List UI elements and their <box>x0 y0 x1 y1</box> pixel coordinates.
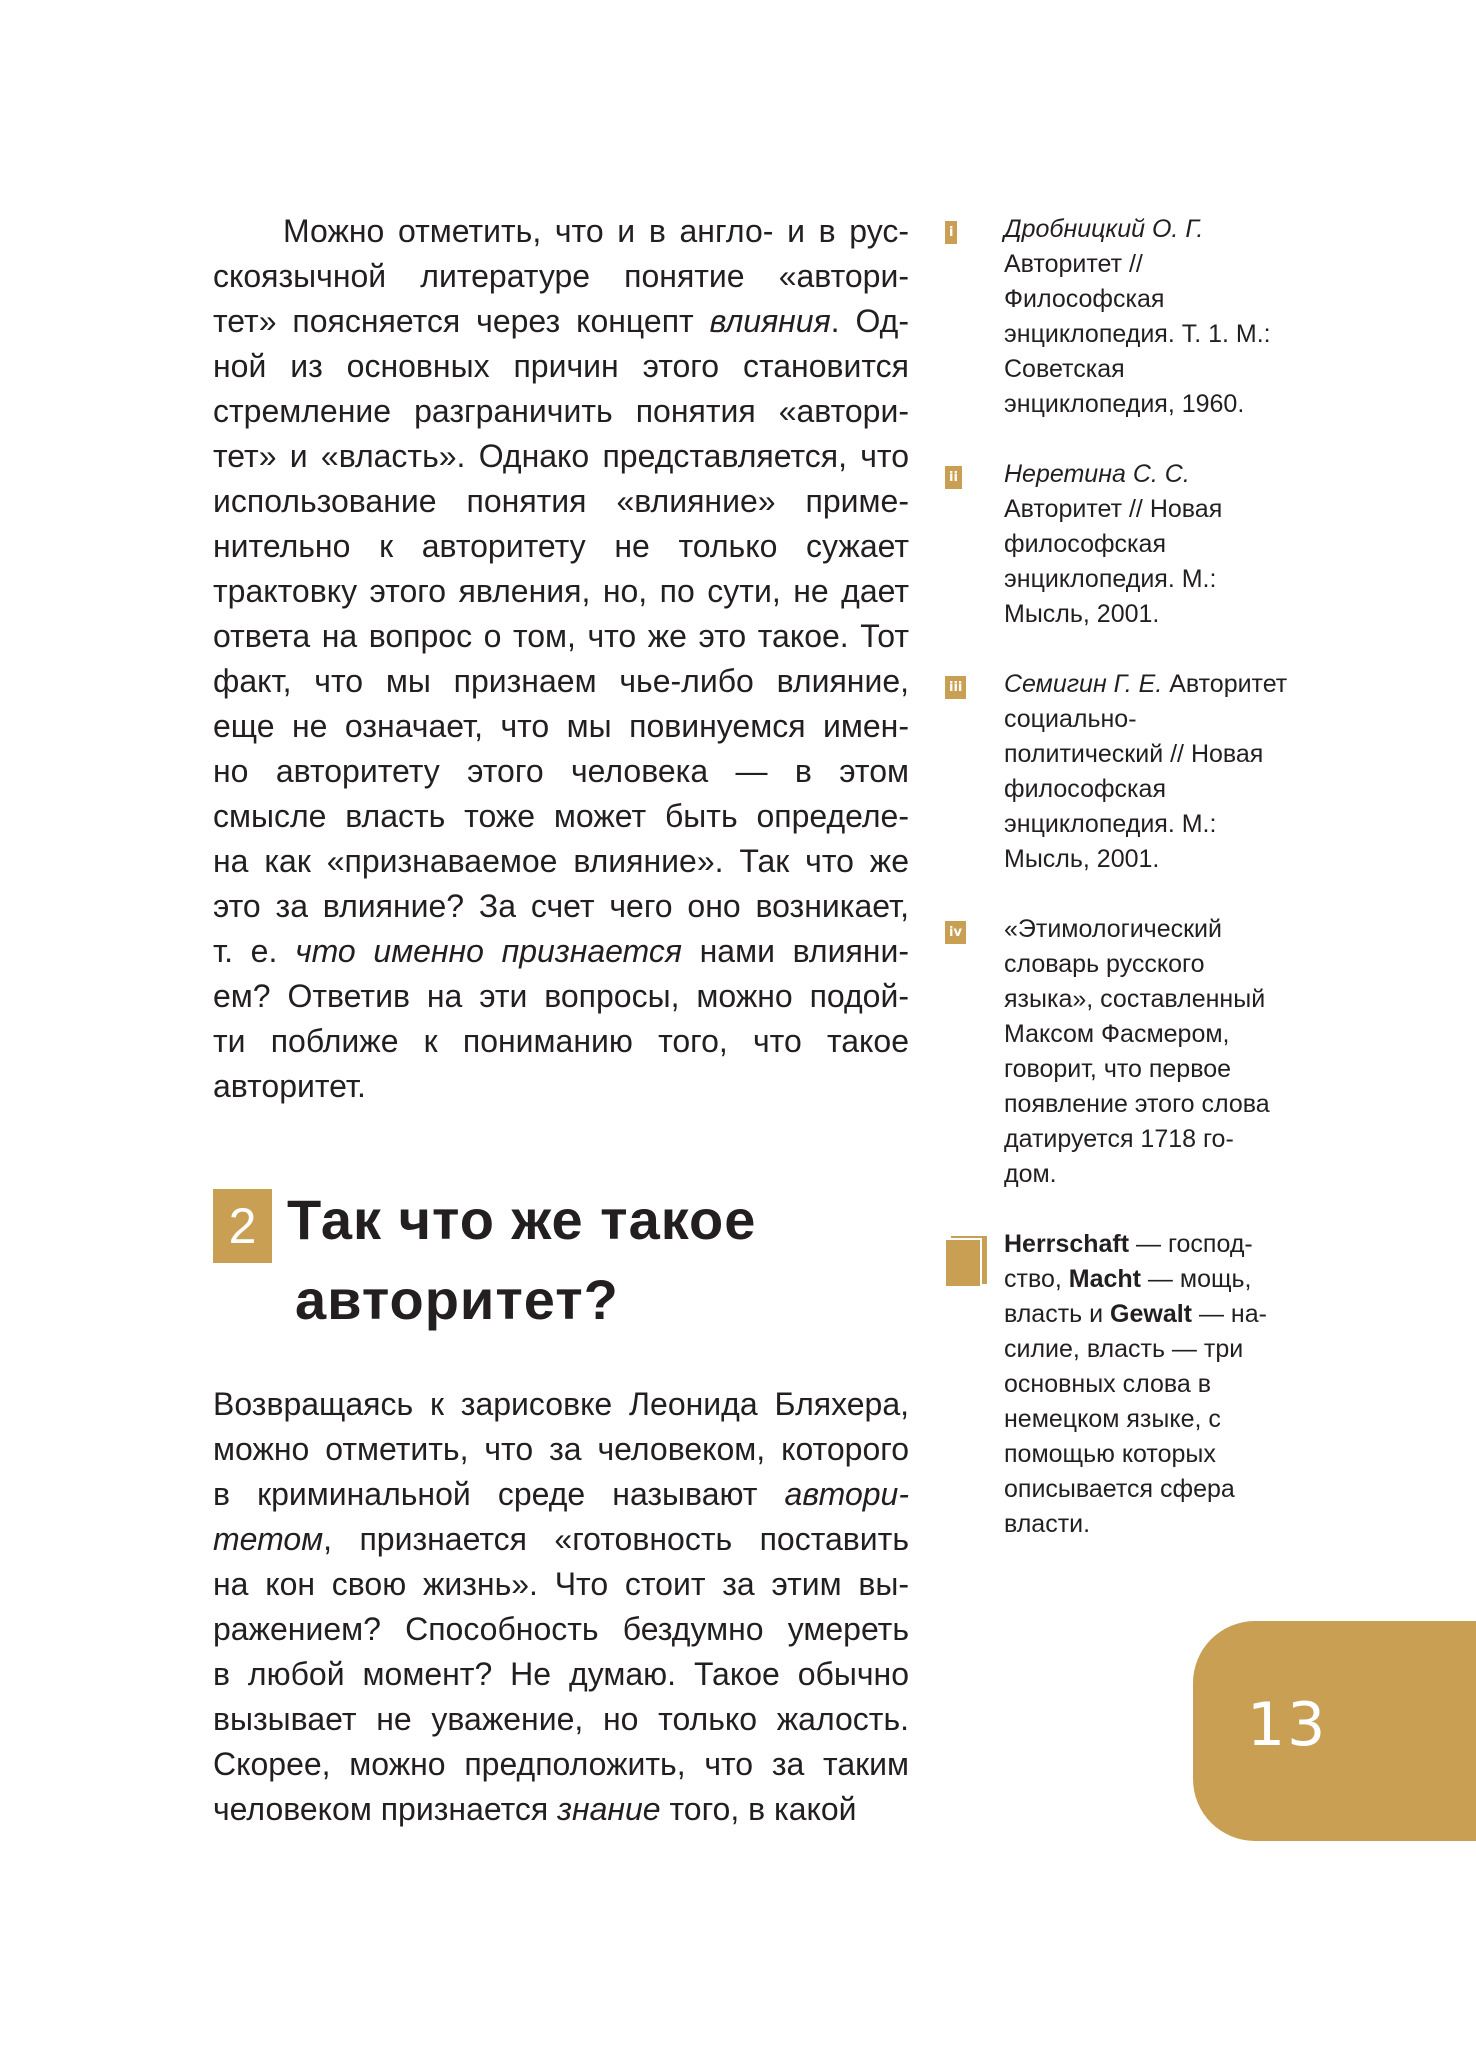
text-line <box>1004 1262 1325 1297</box>
text-line <box>1004 1227 1325 1262</box>
text-segment: появление этого слова <box>1004 1090 1270 1118</box>
footnote-marker: iii <box>945 676 966 699</box>
text-line <box>1004 1157 1325 1192</box>
text-line <box>1004 702 1325 737</box>
text-line <box>1004 527 1325 562</box>
text-segment: описывается сфера <box>1004 1475 1235 1503</box>
text-line <box>1004 597 1325 632</box>
text-line <box>213 704 909 749</box>
text-line <box>1004 737 1325 772</box>
text-segment: — господ- <box>1129 1230 1253 1258</box>
italic-text: Дробницкий О. Г. <box>1004 215 1204 243</box>
text-line <box>213 344 909 389</box>
text-line <box>213 884 909 929</box>
sidenote <box>1004 667 1325 877</box>
bold-term: Macht <box>1068 1265 1141 1293</box>
text-line <box>1004 317 1325 352</box>
text-segment: основных слова в <box>1004 1370 1212 1398</box>
text-segment: вызывает не уважение, но только жалость. <box>213 1701 909 1737</box>
text-line <box>213 659 909 704</box>
italic-text: влияния <box>709 303 831 339</box>
text-segment: в любой момент? Не думаю. Такое обычно <box>213 1656 909 1692</box>
text-line <box>213 1787 909 1832</box>
text-segment: силие, власть — три <box>1004 1335 1244 1363</box>
text-line <box>213 389 909 434</box>
text-line <box>1004 1087 1325 1122</box>
text-segment: смысле власть тоже может быть определе- <box>213 798 909 834</box>
text-segment: на как «признаваемое влияние». Так что же <box>213 843 909 879</box>
section-heading-line-1: Так что же такое <box>287 1188 757 1251</box>
text-segment: — мощь, <box>1140 1265 1252 1293</box>
text-segment: Мысль, 2001. <box>1004 600 1160 628</box>
text-segment: ство, <box>1004 1265 1069 1293</box>
text-line <box>1004 282 1325 317</box>
text-line <box>1004 982 1325 1017</box>
body-paragraph-1 <box>213 209 909 1109</box>
text-line <box>213 839 909 884</box>
text-line <box>213 1742 909 1787</box>
text-segment: философская <box>1004 775 1166 803</box>
text-segment: Авторитет // Новая <box>1004 495 1223 523</box>
italic-text: Неретина С. С. <box>1004 460 1190 488</box>
text-line <box>1004 1122 1325 1157</box>
footnote-marker: i <box>945 221 957 244</box>
text-segment: того, в какой <box>660 1791 857 1827</box>
body-paragraph-2 <box>213 1382 909 1832</box>
text-segment: на кон свою жизнь». Что стоит за этим вы- <box>213 1566 909 1602</box>
text-line <box>1004 842 1325 877</box>
page-number-tab <box>1193 1621 1476 1841</box>
text-line <box>213 1427 909 1472</box>
text-segment: ответа на вопрос о том, что же это такое. Тот <box>213 618 909 654</box>
text-segment: Мысль, 2001. <box>1004 845 1160 873</box>
text-line <box>1004 247 1325 282</box>
text-segment: использование понятия «влияние» приме- <box>213 483 909 519</box>
text-line <box>1004 947 1325 982</box>
text-segment: говорит, что первое <box>1004 1055 1232 1083</box>
text-segment: политический // Новая <box>1004 740 1264 768</box>
text-segment: . Од- <box>830 303 909 339</box>
text-line <box>213 1064 909 1109</box>
text-line <box>213 1517 909 1562</box>
text-segment: энциклопедия. М.: <box>1004 565 1217 593</box>
text-line <box>1004 1472 1325 1507</box>
text-segment: социально- <box>1004 705 1137 733</box>
text-line <box>213 929 909 974</box>
sidenote <box>1004 1227 1325 1542</box>
sidenote <box>1004 912 1325 1192</box>
text-line <box>1004 352 1325 387</box>
book-icon <box>945 1235 988 1288</box>
text-line <box>1004 1297 1325 1332</box>
text-segment: трактовку этого явления, но, по сути, не дает <box>213 573 909 609</box>
text-line <box>1004 457 1325 492</box>
text-segment: , признается «готовность поставить <box>323 1521 909 1557</box>
text-line <box>1004 212 1325 247</box>
text-line <box>213 1562 909 1607</box>
text-line <box>1004 1367 1325 1402</box>
sidenote-item <box>945 1227 1325 1542</box>
bold-term: Herrschaft <box>1004 1230 1130 1258</box>
text-segment: можно отметить, что за человеком, которого <box>213 1431 909 1467</box>
text-segment: Скорее, можно предположить, что за таким <box>213 1746 909 1782</box>
text-line <box>1004 562 1325 597</box>
text-segment: нительно к авторитету не только сужает <box>213 528 909 564</box>
text-line <box>213 1697 909 1742</box>
text-segment: Можно отметить, что и в англо- и в рус- <box>283 213 909 249</box>
text-segment: Максом Фасмером, <box>1004 1020 1230 1048</box>
sidenote <box>1004 457 1325 632</box>
italic-text: знание <box>557 1791 661 1827</box>
sidenote-item <box>945 667 1325 877</box>
text-segment: Возвращаясь к зарисовке Леонида Бляхера, <box>213 1386 909 1422</box>
text-segment: нами влияни- <box>681 933 910 969</box>
text-segment: власти. <box>1004 1510 1091 1538</box>
text-segment: ражением? Способность бездумно умереть <box>213 1611 909 1647</box>
text-segment: дом. <box>1004 1160 1057 1188</box>
text-line <box>1004 1332 1325 1367</box>
text-segment: «Этимологический <box>1004 915 1222 943</box>
text-line <box>213 299 909 344</box>
footnote-marker: iv <box>945 921 966 944</box>
text-segment: факт, что мы признаем чье-либо влияние, <box>213 663 909 699</box>
text-line <box>213 614 909 659</box>
text-segment: это за влияние? За счет чего оно возникает, <box>213 888 909 924</box>
text-segment: власть и <box>1004 1300 1111 1328</box>
text-segment: т. е. <box>213 933 296 969</box>
text-line <box>213 569 909 614</box>
text-segment: еще не означает, что мы повинуемся имен- <box>213 708 909 744</box>
text-line <box>213 974 909 1019</box>
text-line <box>213 434 909 479</box>
text-line <box>1004 807 1325 842</box>
text-line <box>1004 1017 1325 1052</box>
text-line <box>213 524 909 569</box>
text-segment: скоязычной литературе понятие «автори- <box>213 258 909 294</box>
text-line <box>1004 912 1325 947</box>
text-segment: философская <box>1004 530 1166 558</box>
text-segment: Философская <box>1004 285 1165 313</box>
text-segment: тет» поясняется через концепт <box>213 303 710 339</box>
text-line <box>1004 667 1325 702</box>
text-line <box>213 1382 909 1427</box>
text-line <box>213 1652 909 1697</box>
text-segment: словарь русского <box>1004 950 1205 978</box>
text-segment: ти поближе к пониманию того, что такое <box>213 1023 909 1059</box>
text-segment: ем? Ответив на эти вопросы, можно подой- <box>213 978 909 1014</box>
text-line <box>213 1472 909 1517</box>
text-line <box>213 1607 909 1652</box>
text-segment: Авторитет <box>1162 670 1288 698</box>
text-line <box>213 479 909 524</box>
text-segment: в криминальной среде называют <box>213 1476 785 1512</box>
text-line <box>1004 1437 1325 1472</box>
italic-text: что именно признается <box>295 933 682 969</box>
section-number-badge: 2 <box>213 1189 272 1263</box>
section-heading <box>287 1180 756 1340</box>
text-segment: энциклопедия. Т. 1. М.: <box>1004 320 1271 348</box>
sidenote-item <box>945 457 1325 632</box>
bold-term: Gewalt <box>1110 1300 1193 1328</box>
text-segment: — на- <box>1192 1300 1267 1328</box>
text-line <box>1004 1052 1325 1087</box>
text-segment: Авторитет // <box>1004 250 1143 278</box>
text-segment: помощью которых <box>1004 1440 1216 1468</box>
text-segment: но авторитету этого человека — в этом <box>213 753 909 789</box>
text-segment: немецком языке, с <box>1004 1405 1221 1433</box>
section-heading-line-2: авторитет? <box>295 1268 619 1331</box>
text-segment: энциклопедия. М.: <box>1004 810 1217 838</box>
text-segment: тет» и «власть». Однако представляется, что <box>213 438 909 474</box>
italic-text: тетом <box>213 1521 324 1557</box>
text-line <box>1004 1402 1325 1437</box>
text-line <box>1004 387 1325 422</box>
text-segment: стремление разграничить понятия «автори- <box>213 393 909 429</box>
footnote-marker: ii <box>945 466 962 489</box>
page-number: 13 <box>1247 1690 1328 1760</box>
text-segment: авторитет. <box>213 1068 366 1104</box>
italic-text: автори- <box>784 1476 909 1512</box>
text-segment: датируется 1718 го- <box>1004 1125 1234 1153</box>
text-line <box>213 254 909 299</box>
sidenote-item <box>945 212 1325 422</box>
text-line <box>1004 772 1325 807</box>
text-segment: языка», составленный <box>1004 985 1266 1013</box>
text-line <box>213 749 909 794</box>
sidenote <box>1004 212 1325 422</box>
text-line <box>213 1019 909 1064</box>
text-segment: Советская <box>1004 355 1125 383</box>
text-segment: ной из основных причин этого становится <box>213 348 909 384</box>
text-line <box>213 794 909 839</box>
text-segment: энциклопедия, 1960. <box>1004 390 1245 418</box>
sidenote-item <box>945 912 1325 1192</box>
text-line <box>1004 492 1325 527</box>
text-line <box>213 209 909 254</box>
text-segment: человеком признается <box>213 1791 558 1827</box>
text-line <box>1004 1507 1325 1542</box>
italic-text: Семигин Г. Е. <box>1004 670 1163 698</box>
sidenotes <box>945 212 1325 1577</box>
